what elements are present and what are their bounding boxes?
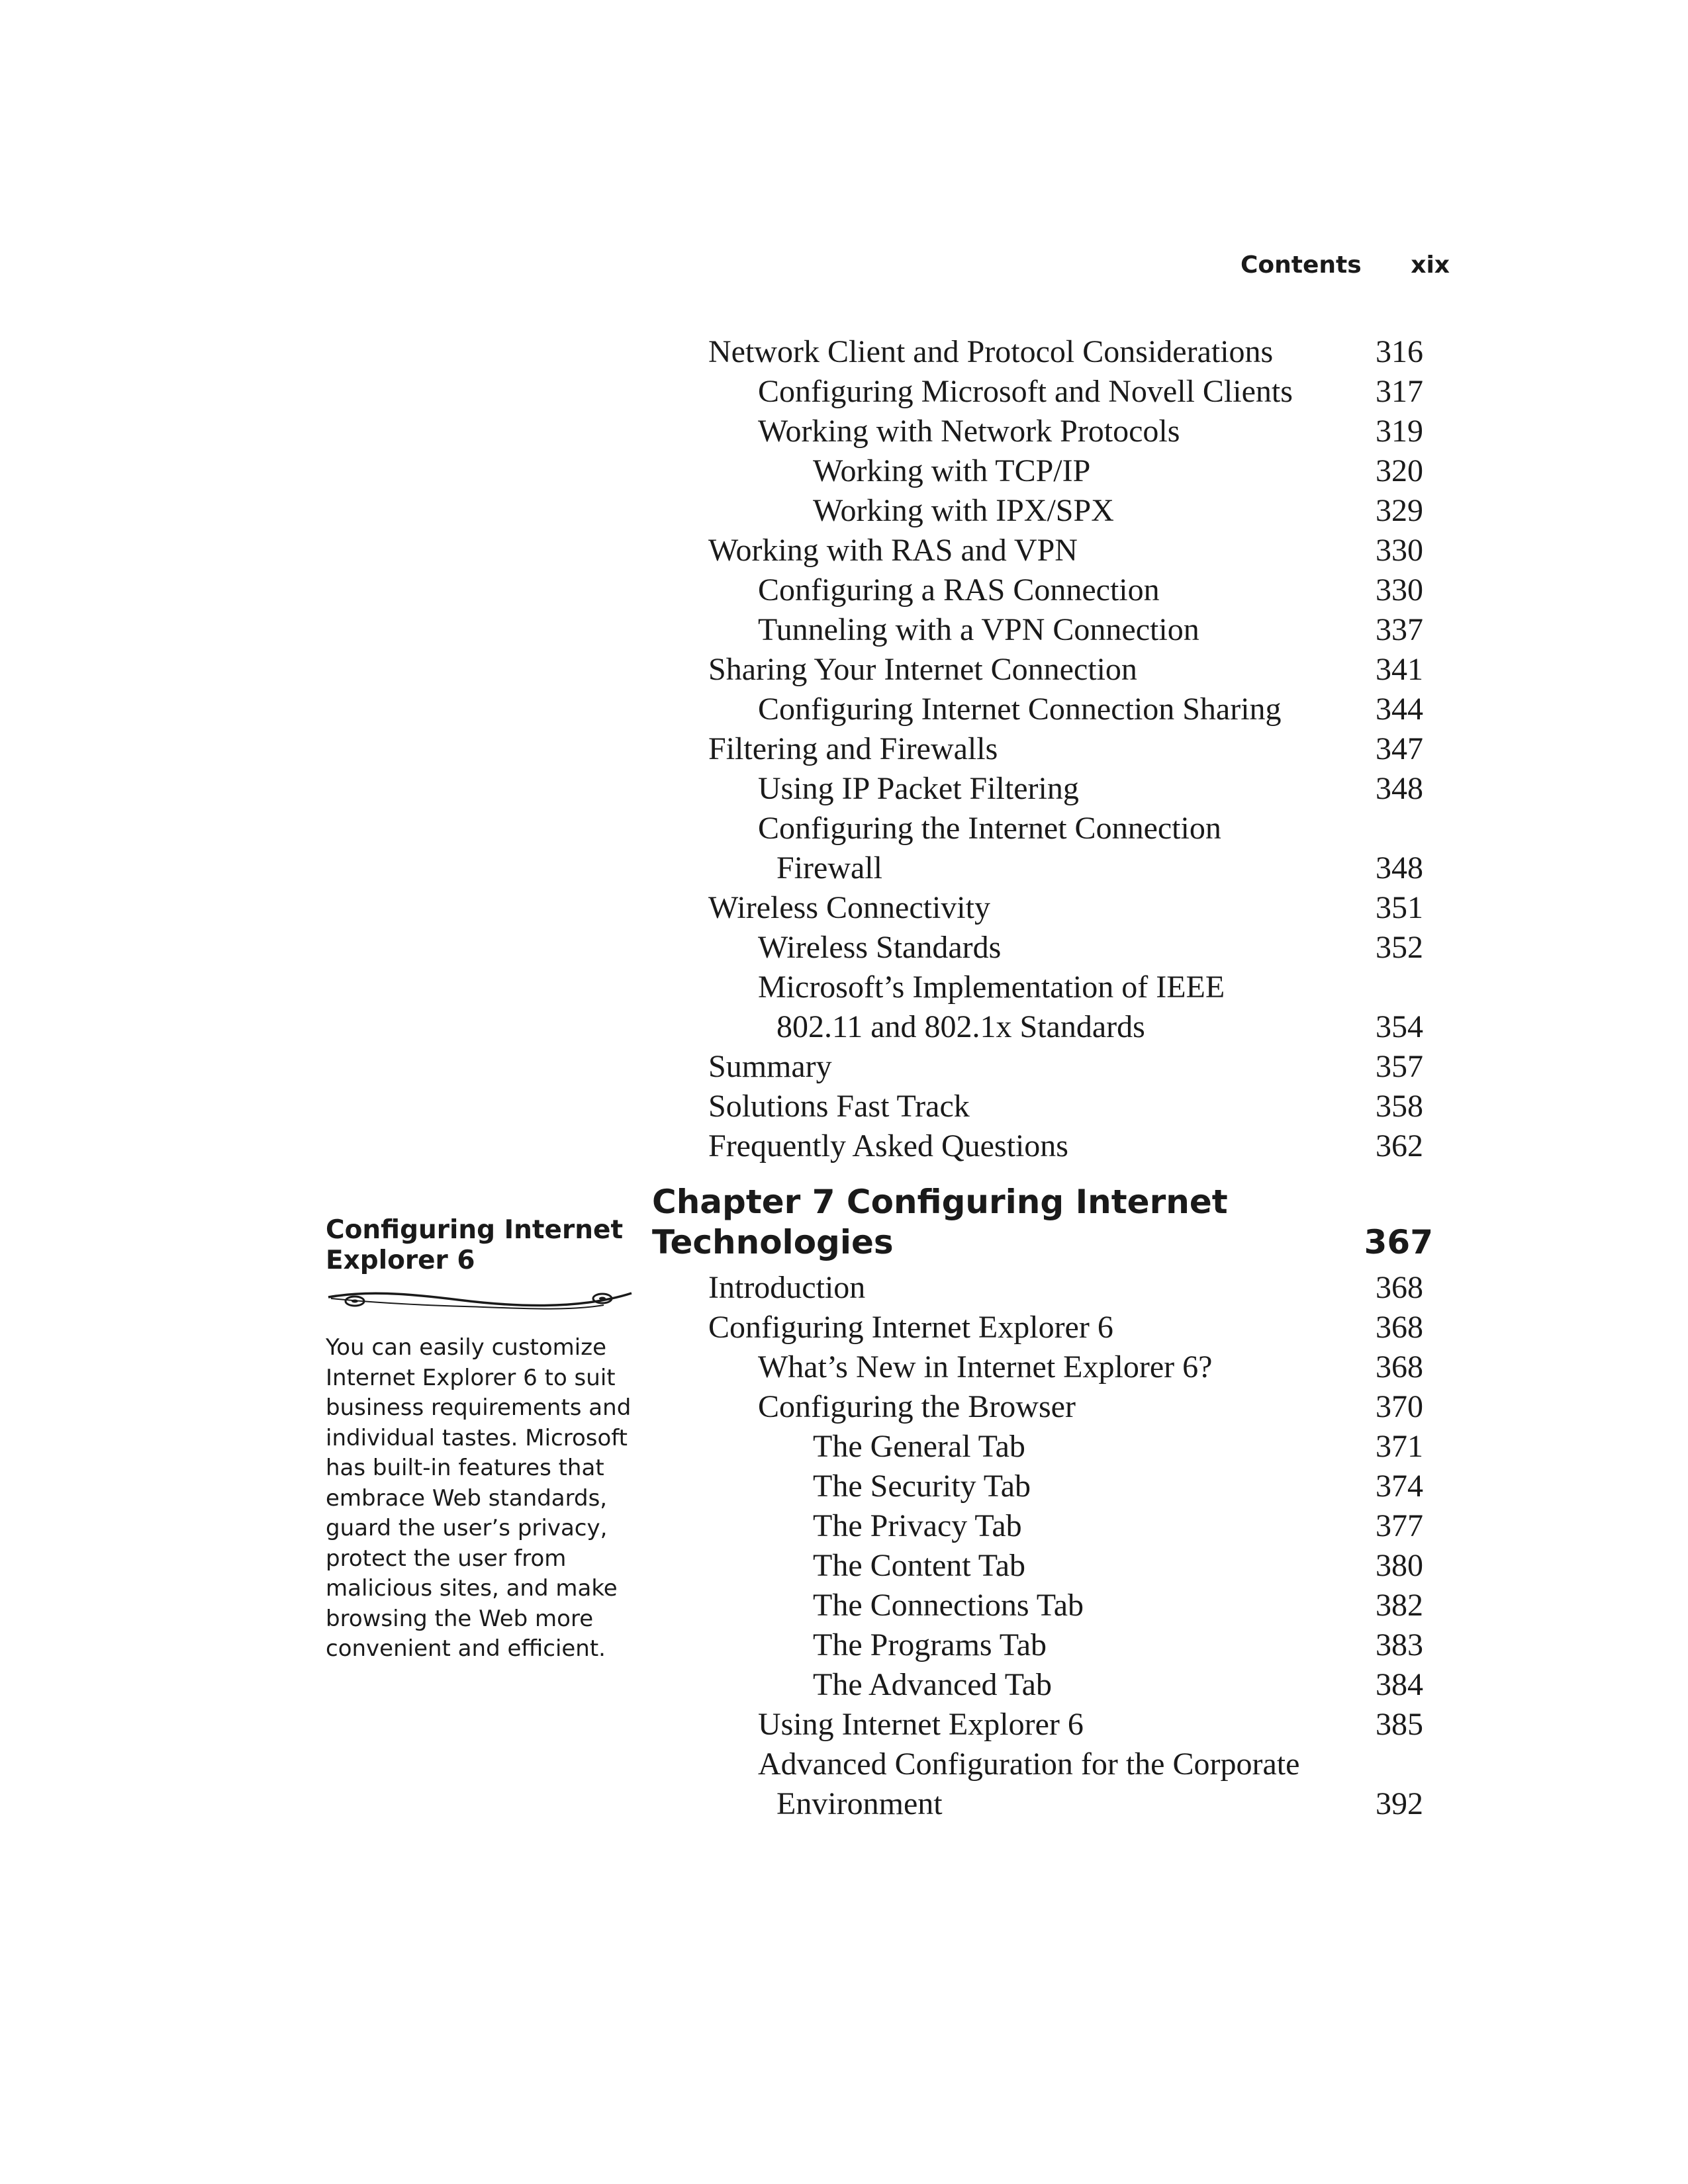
toc-entry <box>0 1047 1688 1087</box>
toc-entry <box>0 1087 1688 1126</box>
toc-entry <box>0 1427 1688 1467</box>
toc-entry <box>0 1467 1688 1506</box>
toc-entry-text: Sharing Your Internet Connection <box>708 652 1137 687</box>
sidebar-line: browsing the Web more <box>326 1605 594 1632</box>
toc-entry-page: 329 <box>1376 493 1423 528</box>
toc-entry <box>0 372 1688 412</box>
chapter-heading <box>652 1182 1433 1263</box>
toc-entry-page: 344 <box>1376 692 1423 727</box>
toc-entry-text: 802.11 and 802.1x Standards <box>776 1009 1145 1044</box>
toc-entry-text: Firewall <box>776 850 882 886</box>
chapter-title-line1: Chapter 7 Configuring Internet <box>652 1183 1228 1221</box>
toc-entry-text: Microsoft’s Implementation of IEEE <box>758 970 1225 1005</box>
toc-entry-page: 362 <box>1376 1128 1423 1163</box>
toc-entry-page: 392 <box>1376 1786 1423 1821</box>
toc-entry <box>0 888 1688 928</box>
toc-entry-page: 382 <box>1376 1588 1423 1623</box>
toc-entry-continuation <box>0 1784 1688 1824</box>
toc-entry-page: 347 <box>1376 731 1423 766</box>
toc-entry-text: Working with Network Protocols <box>758 414 1180 449</box>
toc-entry <box>0 968 1688 1007</box>
toc-entry-page: 374 <box>1376 1469 1423 1504</box>
toc-entry <box>0 650 1688 690</box>
toc-entry <box>0 1705 1688 1745</box>
sidebar-line: embrace Web standards, <box>326 1484 608 1512</box>
sidebar-title-line2: Explorer 6 <box>326 1246 475 1275</box>
sidebar-title-line1: Configuring Internet <box>326 1215 624 1245</box>
toc-entry-text: Using Internet Explorer 6 <box>758 1707 1084 1742</box>
toc-entry-page: 380 <box>1376 1548 1423 1583</box>
toc-entry <box>0 412 1688 451</box>
toc-entry <box>0 610 1688 650</box>
toc-entry <box>0 1625 1688 1665</box>
toc-entry-text: The Programs Tab <box>813 1627 1047 1662</box>
chapter-page: 367 <box>1364 1223 1433 1261</box>
toc-entry <box>0 1506 1688 1546</box>
toc-entry-page: 357 <box>1376 1049 1423 1084</box>
sidebar-line: business requirements and <box>326 1394 632 1421</box>
toc-entry-text: Summary <box>708 1049 832 1084</box>
toc-entry-page: 348 <box>1376 771 1423 806</box>
toc-entry-text: The Advanced Tab <box>813 1667 1052 1702</box>
running-head-page-number: xix <box>1411 251 1450 279</box>
toc-entry-page: 352 <box>1376 930 1423 965</box>
toc-entry <box>0 809 1688 848</box>
toc-entry <box>0 531 1688 570</box>
running-head-title: Contents <box>1241 251 1362 279</box>
toc-entry-text: Configuring the Browser <box>758 1389 1076 1424</box>
toc-entry <box>0 1126 1688 1166</box>
sidebar-note <box>326 1215 637 1664</box>
toc-entry <box>0 1347 1688 1387</box>
toc-entry-page: 383 <box>1376 1627 1423 1662</box>
toc-entry-text: The Connections Tab <box>813 1588 1084 1623</box>
toc-entry-text: Working with TCP/IP <box>813 453 1091 488</box>
toc-entry-text: Network Client and Protocol Considerations <box>708 334 1274 369</box>
decorative-swash-icon <box>326 1288 637 1320</box>
sidebar-line: guard the user’s privacy, <box>326 1515 608 1541</box>
toc-entry-page: 351 <box>1376 890 1423 925</box>
toc-entry-page: 370 <box>1376 1389 1423 1424</box>
toc-entry-page: 330 <box>1376 533 1423 568</box>
toc-entry-text: Filtering and Firewalls <box>708 731 998 766</box>
toc-entry-text: Advanced Configuration for the Corporate <box>758 1747 1300 1782</box>
toc-entry-text: Configuring Microsoft and Novell Clients <box>758 374 1293 409</box>
toc-entry-text: Frequently Asked Questions <box>708 1128 1068 1163</box>
toc-entry-text: The Privacy Tab <box>813 1508 1022 1543</box>
toc-entry-text: Wireless Standards <box>758 930 1002 965</box>
sidebar-line: Internet Explorer 6 to suit <box>326 1364 616 1391</box>
sidebar-line: protect the user from <box>326 1545 567 1572</box>
toc-entry-text: Wireless Connectivity <box>708 890 990 925</box>
toc-entry-page: 384 <box>1376 1667 1423 1702</box>
toc-entry <box>0 570 1688 610</box>
toc-entry-page: 368 <box>1376 1349 1423 1385</box>
toc-entry-page: 319 <box>1376 414 1423 449</box>
toc-entry-page: 377 <box>1376 1508 1423 1543</box>
chapter-title-line2: Technologies <box>652 1223 894 1261</box>
toc-entry-page: 317 <box>1376 374 1423 409</box>
toc-entry <box>0 1745 1688 1784</box>
toc-entry-text: The Security Tab <box>813 1469 1031 1504</box>
toc-entry-page: 348 <box>1376 850 1423 886</box>
toc-entry <box>0 1586 1688 1625</box>
toc-entry <box>0 491 1688 531</box>
toc-entry-text: Configuring Internet Connection Sharing <box>758 692 1282 727</box>
toc-entry-page: 371 <box>1376 1429 1423 1464</box>
toc-entry-page: 330 <box>1376 572 1423 608</box>
toc-entry-text: Using IP Packet Filtering <box>758 771 1079 806</box>
toc-entry-page: 368 <box>1376 1270 1423 1305</box>
toc-entry <box>0 1387 1688 1427</box>
toc-entry <box>0 1268 1688 1308</box>
toc-entry <box>0 928 1688 968</box>
toc-entry-text: What’s New in Internet Explorer 6? <box>758 1349 1213 1385</box>
toc-entry <box>0 729 1688 769</box>
toc-entry-page: 316 <box>1376 334 1423 369</box>
toc-entry-text: The Content Tab <box>813 1548 1026 1583</box>
toc-entry <box>0 332 1688 372</box>
sidebar-line: You can easily customize <box>326 1334 607 1361</box>
sidebar-body <box>326 1333 637 1664</box>
toc-entry-page: 358 <box>1376 1089 1423 1124</box>
toc-entry <box>0 1665 1688 1705</box>
toc-entry-text: The General Tab <box>813 1429 1025 1464</box>
toc-entry-text: Working with IPX/SPX <box>813 493 1114 528</box>
toc-entry-page: 320 <box>1376 453 1423 488</box>
toc-entry <box>0 690 1688 729</box>
toc-entry-page: 341 <box>1376 652 1423 687</box>
toc-entry-text: Introduction <box>708 1270 866 1305</box>
sidebar-line: malicious sites, and make <box>326 1575 618 1602</box>
toc-entry-text: Environment <box>776 1786 943 1821</box>
toc-entry-page: 368 <box>1376 1310 1423 1345</box>
toc-entry-page: 337 <box>1376 612 1423 647</box>
toc-entry-text: Tunneling with a VPN Connection <box>758 612 1199 647</box>
toc-entry-continuation <box>0 1007 1688 1047</box>
toc-entry-text: Solutions Fast Track <box>708 1089 970 1124</box>
toc-entry-text: Configuring a RAS Connection <box>758 572 1160 608</box>
sidebar-line: has built-in features that <box>326 1455 604 1481</box>
toc-entry <box>0 1546 1688 1586</box>
sidebar-line: convenient and efficient. <box>326 1635 606 1662</box>
sidebar-line: individual tastes. Microsoft <box>326 1424 628 1451</box>
toc-entry-text: Configuring the Internet Connection <box>758 811 1221 846</box>
toc-entry-page: 385 <box>1376 1707 1423 1742</box>
toc-entry <box>0 769 1688 809</box>
toc-entry <box>0 451 1688 491</box>
sidebar-title <box>326 1215 637 1276</box>
toc-entry <box>0 1308 1688 1347</box>
toc-entry-text: Configuring Internet Explorer 6 <box>708 1310 1113 1345</box>
toc-entry-text: Working with RAS and VPN <box>708 533 1078 568</box>
toc-entry-continuation <box>0 848 1688 888</box>
toc-entry-page: 354 <box>1376 1009 1423 1044</box>
